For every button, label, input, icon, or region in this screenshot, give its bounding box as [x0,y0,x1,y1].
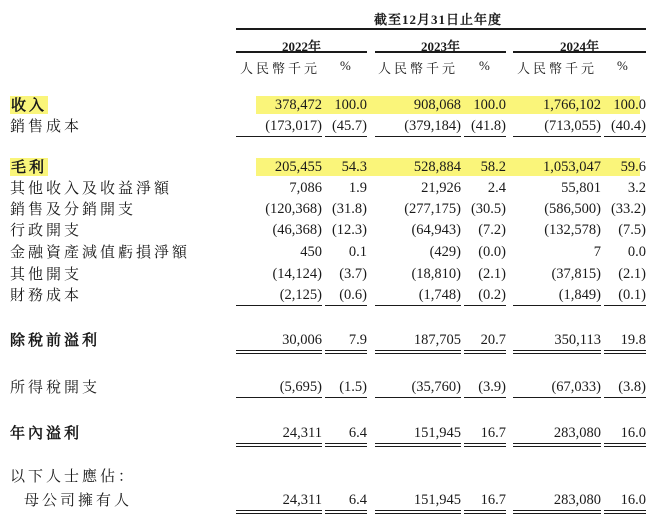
row-label: 金融資產減值虧損淨額 [10,243,191,261]
amount-2022: (120,368) [265,201,322,217]
row-label: 銷售及分銷開支 [10,200,137,218]
amount-2022: 205,455 [274,159,322,175]
amount-2023: (379,184) [375,116,461,137]
amount-2024: (37,815) [551,266,601,282]
table-row-profit-for-year [0,423,660,443]
pct-2024: 3.2 [627,180,646,196]
pct-2024: 19.8 [604,330,646,354]
row-label: 財務成本 [10,286,83,304]
amount-2024: 7 [593,244,601,260]
pct-2023: 16.7 [464,423,506,447]
pct-2023: (2.1) [478,266,506,282]
amount-2022: 7,086 [289,180,322,196]
amount-2024: (67,033) [513,377,601,398]
amount-2023: (35,760) [375,377,461,398]
pct-2024: (2.1) [618,266,646,282]
pct-2023: (41.8) [464,116,506,137]
year-2023: 2023年 [420,39,460,54]
unit-label: 人民幣千元 [517,61,598,76]
pct-2024: (0.1) [604,285,646,306]
amount-2023: (64,943) [411,222,461,238]
amount-2022: (2,125) [236,285,322,306]
amount-2024: 283,080 [513,490,601,514]
table-row-owners-of-parent [0,490,660,510]
pct-2022: 100.0 [334,97,367,113]
pct-2022: (45.7) [325,116,367,137]
table-row-cost-of-sales [0,116,660,136]
pct-2022: 1.9 [348,180,367,196]
amount-2023: (1,748) [375,285,461,306]
table-row-selling-expenses [0,199,660,219]
table-row-impairment [0,242,660,262]
pct-2022: (1.5) [325,377,367,398]
amount-2023: 908,068 [413,97,461,113]
row-label: 其他開支 [10,265,83,283]
pct-2023: (0.0) [478,244,506,260]
row-label: 毛利 [11,158,48,176]
pct-2024: (7.5) [618,222,646,238]
amount-2024: (713,055) [513,116,601,137]
amount-2023: (429) [429,244,461,260]
pct-2023: (7.2) [478,222,506,238]
amount-2022: (14,124) [272,266,322,282]
pct-2024: 59.6 [620,159,646,175]
year-rule [513,51,646,53]
amount-2023: (18,810) [411,266,461,282]
row-label: 除稅前溢利 [10,331,101,349]
amount-2024: (132,578) [544,222,601,238]
pct-2022: (31.8) [331,201,367,217]
row-label: 年內溢利 [10,424,83,442]
amount-2024: 1,766,102 [543,97,601,113]
pct-2024: 100.0 [613,97,646,113]
pct-2023: 2.4 [487,180,506,196]
row-label: 銷售成本 [10,117,83,135]
pct-2023: (0.2) [464,285,506,306]
amount-2022: 450 [300,244,322,260]
amount-2024: 283,080 [513,423,601,447]
table-row-income-tax [0,377,660,397]
year-rule [375,51,506,53]
pct-label: % [340,58,351,73]
row-label: 母公司擁有人 [24,491,133,509]
year-2024: 2024年 [559,39,599,54]
pct-2024: 16.0 [604,490,646,514]
pct-2022: (3.7) [339,266,367,282]
table-row-other-expenses [0,264,660,284]
amount-2023: 528,884 [413,159,461,175]
row-label: 以下人士應佔： [10,467,137,485]
pct-2022: 54.3 [341,159,367,175]
table-row-finance-costs [0,285,660,305]
period-title: 截至12月31日止年度 [373,12,502,27]
row-label: 行政開支 [10,221,83,239]
header-rule [236,28,646,30]
pct-2022: 0.1 [348,244,367,260]
pct-2023: 100.0 [473,97,506,113]
pct-2024: 0.0 [627,244,646,260]
pct-2023: 20.7 [464,330,506,354]
amount-2024: (586,500) [544,201,601,217]
table-row-profit-before-tax [0,330,660,350]
row-label: 其他收入及收益淨額 [10,179,173,197]
amount-2022: (5,695) [236,377,322,398]
table-row-attributable-to [0,466,660,486]
pct-2023: (30.5) [470,201,506,217]
pct-2024: (33.2) [610,201,646,217]
pct-label: % [617,58,628,73]
amount-2023: 151,945 [375,423,461,447]
amount-2024: (1,849) [513,285,601,306]
pct-2024: 16.0 [604,423,646,447]
table-row-revenue [0,95,660,115]
amount-2022: (173,017) [236,116,322,137]
amount-2022: 24,311 [236,490,322,514]
amount-2024: 1,053,047 [543,159,601,175]
pct-2024: (3.8) [604,377,646,398]
table-row-other-income [0,178,660,198]
table-row-gross-profit [0,157,660,177]
amount-2022: 30,006 [236,330,322,354]
amount-2023: (277,175) [404,201,461,217]
pct-2023: (3.9) [464,377,506,398]
year-rule [236,51,367,53]
amount-2023: 21,926 [421,180,461,196]
row-label: 收入 [11,96,48,114]
year-2022: 2022年 [281,39,321,54]
amount-2022: 24,311 [236,423,322,447]
pct-2022: (12.3) [331,222,367,238]
pct-2023: 16.7 [464,490,506,514]
amount-2024: 350,113 [513,330,601,354]
pct-2022: 6.4 [325,490,367,514]
amount-2022: 378,472 [274,97,322,113]
pct-2022: 7.9 [325,330,367,354]
unit-label: 人民幣千元 [378,61,459,76]
amount-2023: 187,705 [375,330,461,354]
unit-label: 人民幣千元 [240,61,321,76]
table-row-admin-expenses [0,220,660,240]
amount-2022: (46,368) [272,222,322,238]
pct-label: % [479,58,490,73]
pct-2023: 58.2 [480,159,506,175]
amount-2023: 151,945 [375,490,461,514]
amount-2024: 55,801 [561,180,601,196]
pct-2022: 6.4 [325,423,367,447]
pct-2024: (40.4) [604,116,646,137]
pct-2022: (0.6) [325,285,367,306]
row-label: 所得稅開支 [10,378,101,396]
